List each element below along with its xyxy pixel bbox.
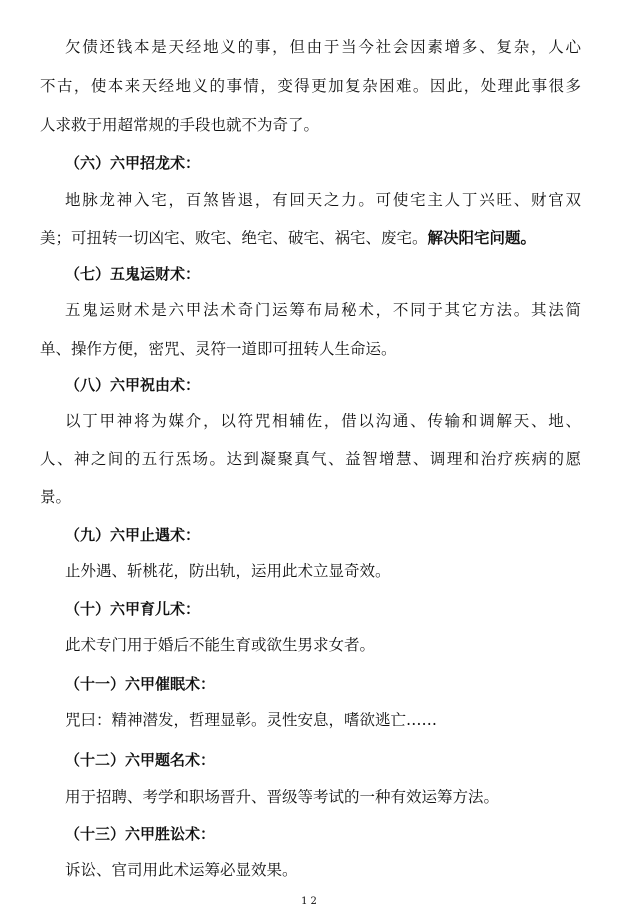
emphasis-text: 解决阳宅问题。 xyxy=(427,229,537,247)
section-heading: （十）六甲育儿术： xyxy=(65,600,201,618)
body-line: 以丁甲神将为媒介，以符咒相辅佐，借以沟通、传输和调解天、地、 xyxy=(65,412,581,430)
body-line: 此术专门用于婚后不能生育或欲生男求女者。 xyxy=(65,636,376,654)
body-line: 五鬼运财术是六甲法术奇门运筹布局秘术，不同于其它方法。其法简 xyxy=(65,301,581,319)
section-heading: （十三）六甲胜讼术： xyxy=(65,825,216,843)
body-line: 不古，使本来天经地义的事情，变得更加复杂困难。因此，处理此事很多 xyxy=(40,77,581,95)
section-heading: （七）五鬼运财术： xyxy=(65,265,201,283)
page-number: 12 xyxy=(301,896,320,907)
body-line: 人求救于用超常规的手段也就不为奇了。 xyxy=(40,116,320,134)
body-line: 景。 xyxy=(40,488,72,506)
body-line: 用于招聘、考学和职场晋升、晋级等考试的一种有效运筹方法。 xyxy=(65,788,500,806)
body-line xyxy=(40,228,600,248)
body-line: 诉讼、官司用此术运筹必显效果。 xyxy=(65,861,298,879)
body-line: 咒曰：精神潜发，哲理显彰。灵性安息，嗜欲逃亡…… xyxy=(65,711,438,729)
body-line: 地脉龙神入宅，百煞皆退，有回天之力。可使宅主人丁兴旺、财官双 xyxy=(65,191,581,209)
section-heading: （九）六甲止遇术： xyxy=(65,526,201,544)
section-heading: （十二）六甲题名术： xyxy=(65,751,216,769)
body-line: 单、操作方便，密咒、灵符一道即可扭转人生命运。 xyxy=(40,340,397,358)
body-line-text: 美；可扭转一切凶宅、败宅、绝宅、破宅、祸宅、废宅。 xyxy=(40,229,428,247)
section-heading: （八）六甲祝由术： xyxy=(65,376,201,394)
section-heading: （六）六甲招龙术： xyxy=(65,154,201,172)
body-line: 欠债还钱本是天经地义的事，但由于当今社会因素增多、复杂，人心 xyxy=(65,38,581,56)
body-line: 止外遇、斩桃花，防出轨，运用此术立显奇效。 xyxy=(65,562,391,580)
section-heading: （十一）六甲催眠术： xyxy=(65,675,216,693)
body-line: 人、神之间的五行炁场。达到凝聚真气、益智增慧、调理和治疗疾病的愿 xyxy=(40,450,581,468)
